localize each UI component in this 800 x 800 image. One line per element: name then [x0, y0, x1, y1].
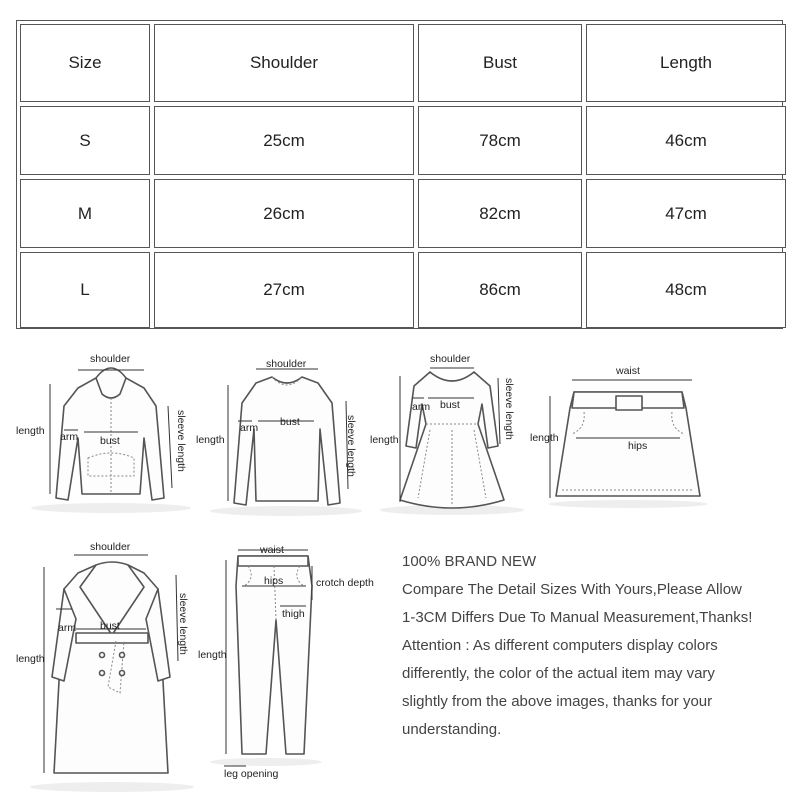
row-l-shoulder: 27cm [154, 252, 414, 328]
hoodie-bust-label: bust [100, 435, 120, 447]
skirt-hips-label: hips [628, 440, 648, 452]
row-l-size: L [20, 252, 150, 328]
dress-length-label: length [370, 434, 399, 446]
dress-diagram [370, 350, 530, 520]
skirt-waist-label: waist [616, 365, 640, 377]
row-m-length: 47cm [586, 179, 786, 248]
row-m-size: M [20, 179, 150, 248]
header-shoulder: Shoulder [154, 24, 414, 102]
row-s-size: S [20, 106, 150, 175]
pants-hips-label: hips [264, 575, 284, 587]
sweater-diagram [196, 355, 374, 520]
coat-diagram [16, 537, 196, 795]
sweater-arm-label: arm [240, 422, 259, 434]
row-l-length: 48cm [586, 252, 786, 328]
dress-shoulder-label: shoulder [430, 353, 471, 365]
coat-length-label: length [16, 653, 45, 665]
dress-bust-label: bust [440, 399, 460, 411]
row-s-bust: 78cm [418, 106, 582, 175]
coat-bust-label: bust [100, 620, 120, 632]
sweater-sleeve-label: sleeve length [345, 415, 357, 477]
note-measurement-tolerance: 1-3CM Differs Due To Manual Measurement,Thanks! [402, 609, 753, 626]
pants-leg-opening-label: leg opening [224, 768, 279, 780]
sweater-shoulder-label: shoulder [266, 358, 307, 370]
pants-crotch-label: crotch depth [316, 577, 374, 589]
sweater-length-label: length [196, 434, 225, 446]
row-m-shoulder: 26cm [154, 179, 414, 248]
row-s-shoulder: 25cm [154, 106, 414, 175]
hoodie-diagram [16, 348, 196, 518]
skirt-length-label: length [530, 432, 559, 444]
note-compare-sizes: Compare The Detail Sizes With Yours,Please Allow [402, 581, 742, 598]
dress-arm-label: arm [412, 401, 431, 413]
row-l-bust: 86cm [418, 252, 582, 328]
sweater-bust-label: bust [280, 416, 300, 428]
pants-waist-label: waist [260, 544, 284, 556]
size-chart-table [16, 20, 783, 329]
skirt-diagram [528, 362, 718, 512]
coat-arm-label: arm [58, 622, 77, 634]
note-brand-new: 100% BRAND NEW [402, 553, 537, 570]
pants-thigh-label: thigh [282, 608, 305, 620]
header-size: Size [20, 24, 150, 102]
product-notes [402, 548, 792, 744]
row-s-length: 46cm [586, 106, 786, 175]
note-color-variance: differently, the color of the actual item may vary [402, 665, 715, 682]
coat-sleeve-label: sleeve length [177, 593, 189, 655]
note-understanding: understanding. [402, 721, 502, 738]
hoodie-shoulder-label: shoulder [90, 353, 131, 365]
header-length: Length [586, 24, 786, 102]
coat-shoulder-label: shoulder [90, 541, 131, 553]
hoodie-arm-label: arm [60, 431, 79, 443]
hoodie-sleeve-label: sleeve length [175, 410, 187, 472]
row-m-bust: 82cm [418, 179, 582, 248]
header-bust: Bust [418, 24, 582, 102]
hoodie-length-label: length [16, 425, 45, 437]
note-above-images: slightly from the above images, thanks for your [402, 693, 713, 710]
note-attention-colors: Attention : As different computers display colors [402, 637, 718, 654]
pants-diagram [196, 540, 392, 785]
pants-length-label: length [198, 649, 227, 661]
dress-sleeve-label: sleeve length [503, 378, 515, 440]
